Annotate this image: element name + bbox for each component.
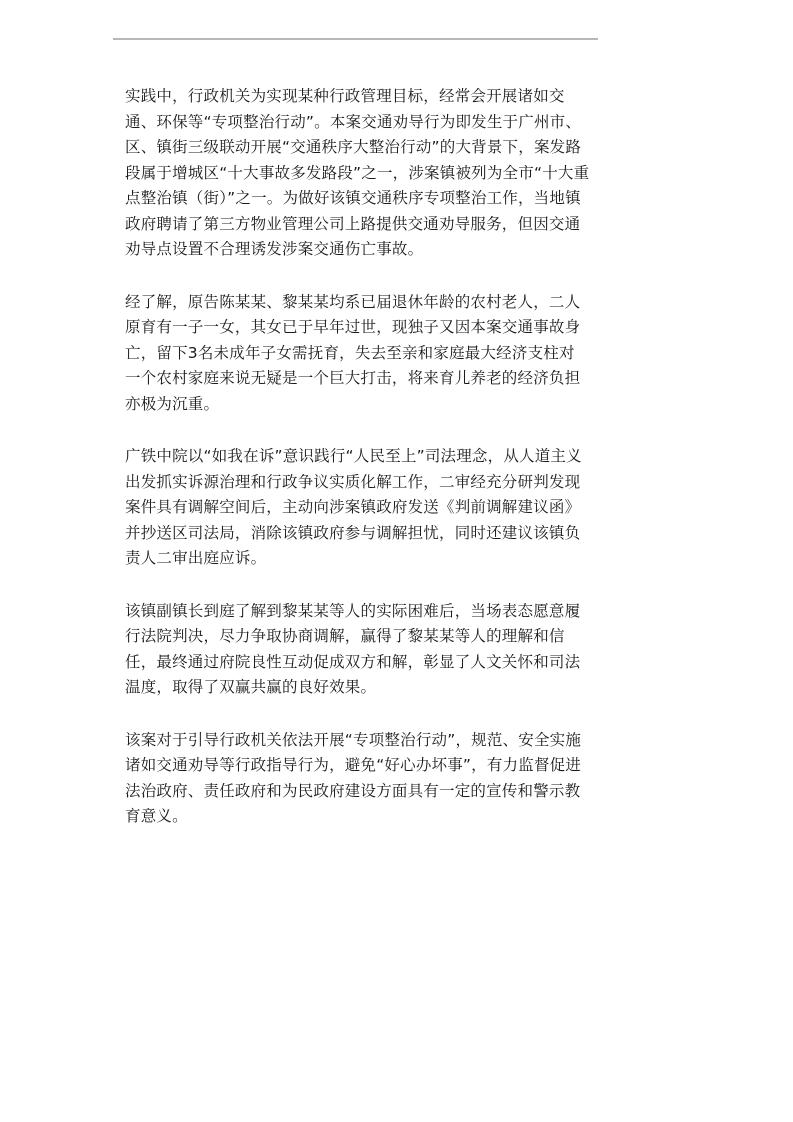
paragraph-settlement: 该镇副镇长到庭了解到黎某某等人的实际困难后，当场表态愿意履行法院判决，尽力争取协商调解，赢得了黎某某等人的理解和信任，最终通过府院良性互动促成双方和解，彰显了人文关怀和司法温度，取得了双赢共赢的良好效果。: [125, 601, 581, 696]
paragraph-background: 实践中，行政机关为实现某种行政管理目标，经常会开展诸如交通、环保等“专项整治行动”。本案交通劝导行为即发生于广州市、区、镇街三级联动开展“交通秩序大整治行动”的大背景下，案发路段属于增城区“十大事故多发路段”之一，涉案镇被列为全市“十大重点整治镇（街）”之一。为做好该镇交通秩序专项整治工作，当地镇政府聘请了第三方物业管理公司上路提供交通劝导服务，但因交通劝导点设置不合理诱发涉案交通伤亡事故。: [125, 87, 590, 258]
paragraph-significance: 该案对于引导行政机关依法开展“专项整治行动”，规范、安全实施诸如交通劝导等行政指导行为，避免“好心办坏事”，有力监督促进法治政府、责任政府和为民政府建设方面具有一定的宣传和警示教育意义。: [125, 730, 582, 825]
paragraph-family-situation: 经了解，原告陈某某、黎某某均系已届退休年龄的农村老人，二人原育有一子一女，其女已于早年过世，现独子又因本案交通事故身亡，留下3名未成年子女需抚育，失去至亲和家庭最大经济支柱对一个农村家庭来说无疑是一个巨大打击，将来育儿养老的经济负担亦极为沉重。: [125, 292, 581, 413]
header-divider: [113, 38, 598, 40]
paragraph-court-action: 广铁中院以“如我在诉”意识践行“人民至上”司法理念，从人道主义出发抓实诉源治理和行政争议实质化解工作，二审经充分研判发现案件具有调解空间后，主动向涉案镇政府发送《判前调解建议函》并抄送区司法局，消除该镇政府参与调解担忧，同时还建议该镇负责人二审出庭应诉。: [125, 447, 582, 567]
article-body: [125, 84, 590, 857]
